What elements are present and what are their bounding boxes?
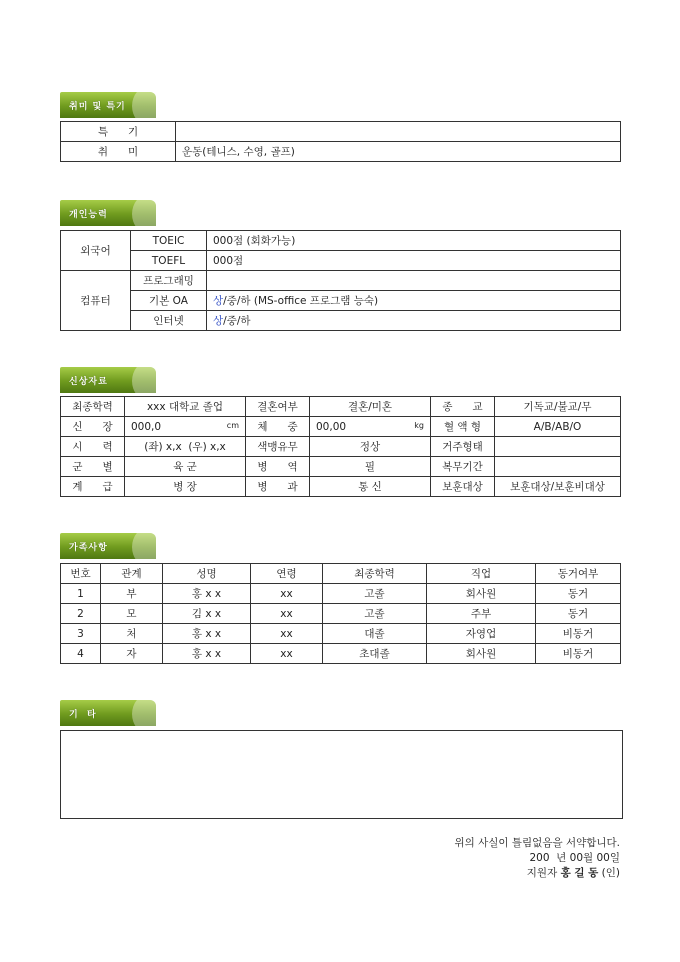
level-text: /중/하 (MS-office 프로그램 능숙) [223,295,379,307]
residence-value[interactable] [495,437,621,457]
education-label: 최종학력 [61,397,125,417]
veteran-value[interactable]: 보훈대상/보훈비대상 [495,477,621,497]
rank-label: 계 급 [61,477,125,497]
skills-section-tab [60,200,156,226]
service-period-label: 복무기간 [431,457,495,477]
toeic-label: TOEIC [131,231,207,251]
table-cell[interactable]: xx [251,604,323,624]
memo-section-title: 기 타 [69,710,97,720]
table-cell: 2 [61,604,101,624]
personal-table [60,396,621,497]
personal-section-title: 신상자료 [69,377,108,387]
table-row [61,291,621,311]
table-cell[interactable]: 동거 [536,604,621,624]
veteran-label: 보훈대상 [431,477,495,497]
residence-label: 거주형태 [431,437,495,457]
foreign-language-label: 외국어 [61,231,131,271]
table-cell: 4 [61,644,101,664]
table-cell[interactable]: 동거 [536,584,621,604]
hobby-section-title: 취미 및 특기 [69,102,126,112]
applicant-name[interactable]: 홍 길 동 [560,867,599,879]
table-row [61,142,621,162]
military-service-value[interactable]: 필 [310,457,431,477]
personal-section [60,396,621,497]
column-header: 최종학력 [323,564,427,584]
basic-oa-value[interactable] [207,291,621,311]
signature-date[interactable]: 200 년 00월 00일 [529,852,620,864]
family-section [60,563,621,664]
family-section-tab [60,533,156,559]
skills-section-title: 개인능력 [69,210,108,220]
memo-section-tab [60,700,156,726]
column-header: 성명 [163,564,251,584]
pledge-statement: 위의 사실이 틀림없음을 서약합니다. [454,837,620,849]
military-specialty-value[interactable]: 통 신 [310,477,431,497]
hobby-section-tab [60,92,156,118]
hobby-section [60,121,621,162]
eyesight-value[interactable]: (좌) x,x (우) x,x [125,437,246,457]
table-cell[interactable]: 비동거 [536,624,621,644]
table-cell[interactable]: 김 x x [163,604,251,624]
weight-value[interactable] [310,417,431,437]
skills-table [60,230,621,331]
military-branch-value[interactable]: 육 군 [125,457,246,477]
table-cell[interactable]: 처 [101,624,163,644]
religion-value[interactable]: 기독교/불교/무 [495,397,621,417]
weight-number: 00,00 [316,420,347,433]
table-cell[interactable]: 회사원 [427,644,536,664]
weight-label: 체 중 [246,417,310,437]
toefl-value[interactable]: 000점 [207,251,621,271]
table-row [61,311,621,331]
table-cell[interactable]: 주부 [427,604,536,624]
special-skill-value[interactable] [176,122,621,142]
table-cell[interactable]: 홍 x x [163,624,251,644]
level-text: /중/하 [223,315,251,327]
skills-section [60,230,621,331]
table-cell[interactable]: 고졸 [323,604,427,624]
table-row [61,477,621,497]
programming-label: 프로그래밍 [131,271,207,291]
table-row [61,437,621,457]
hobby-label: 취 미 [61,142,176,162]
table-cell: 3 [61,624,101,644]
table-row [61,624,621,644]
color-blind-value[interactable]: 정상 [310,437,431,457]
table-row [61,604,621,624]
table-header-row [61,564,621,584]
color-blind-label: 색맹유무 [246,437,310,457]
hobby-value[interactable]: 운동(테니스, 수영, 골프) [176,142,621,162]
height-label: 신 장 [61,417,125,437]
military-branch-label: 군 별 [61,457,125,477]
programming-value[interactable] [207,271,621,291]
rank-value[interactable]: 병 장 [125,477,246,497]
military-specialty-label: 병 과 [246,477,310,497]
table-row [61,231,621,251]
table-cell[interactable]: 초대졸 [323,644,427,664]
table-row [61,457,621,477]
marital-value[interactable]: 결혼/미혼 [310,397,431,417]
seal-mark: (인) [598,867,620,879]
table-cell[interactable]: 대졸 [323,624,427,644]
religion-label: 종 교 [431,397,495,417]
education-value[interactable]: xxx 대학교 졸업 [125,397,246,417]
special-skill-label: 특 기 [61,122,176,142]
family-table [60,563,621,664]
table-cell[interactable]: 홍 x x [163,644,251,664]
eyesight-label: 시 력 [61,437,125,457]
column-header: 관계 [101,564,163,584]
table-row [61,417,621,437]
table-row [61,271,621,291]
applicant-line [455,866,621,881]
service-period-value[interactable] [495,457,621,477]
height-unit: cm [226,420,239,430]
signature-block [455,836,621,881]
internet-value[interactable] [207,311,621,331]
level-highlight: 상 [213,295,224,307]
column-header: 직업 [427,564,536,584]
column-header: 번호 [61,564,101,584]
table-row [61,644,621,664]
marital-label: 결혼여부 [246,397,310,417]
basic-oa-label: 기본 OA [131,291,207,311]
computer-label: 컴퓨터 [61,271,131,331]
table-cell[interactable]: 부 [101,584,163,604]
table-row [61,122,621,142]
table-row [61,584,621,604]
personal-section-tab [60,367,156,393]
table-cell: 1 [61,584,101,604]
height-value[interactable] [125,417,246,437]
table-cell[interactable]: 모 [101,604,163,624]
table-cell[interactable]: xx [251,644,323,664]
weight-unit: kg [414,420,424,430]
table-cell[interactable]: xx [251,584,323,604]
level-highlight: 상 [213,315,224,327]
table-cell[interactable]: 자영업 [427,624,536,644]
family-section-title: 가족사항 [69,543,108,553]
table-row [61,397,621,417]
table-cell[interactable]: 회사원 [427,584,536,604]
internet-label: 인터넷 [131,311,207,331]
blood-type-label: 혈 액 형 [431,417,495,437]
table-cell[interactable]: 홍 x x [163,584,251,604]
military-service-label: 병 역 [246,457,310,477]
table-cell[interactable]: 비동거 [536,644,621,664]
height-number: 000,0 [131,420,162,433]
blood-type-value[interactable]: A/B/AB/O [495,417,621,437]
table-cell[interactable]: 고졸 [323,584,427,604]
table-cell[interactable]: 자 [101,644,163,664]
applicant-prefix: 지원자 [526,867,561,879]
toeic-value[interactable]: 000점 (회화가능) [207,231,621,251]
column-header: 동거여부 [536,564,621,584]
toefl-label: TOEFL [131,251,207,271]
hobby-table [60,121,621,162]
memo-box[interactable] [60,730,623,819]
column-header: 연령 [251,564,323,584]
table-row [61,251,621,271]
table-cell[interactable]: xx [251,624,323,644]
